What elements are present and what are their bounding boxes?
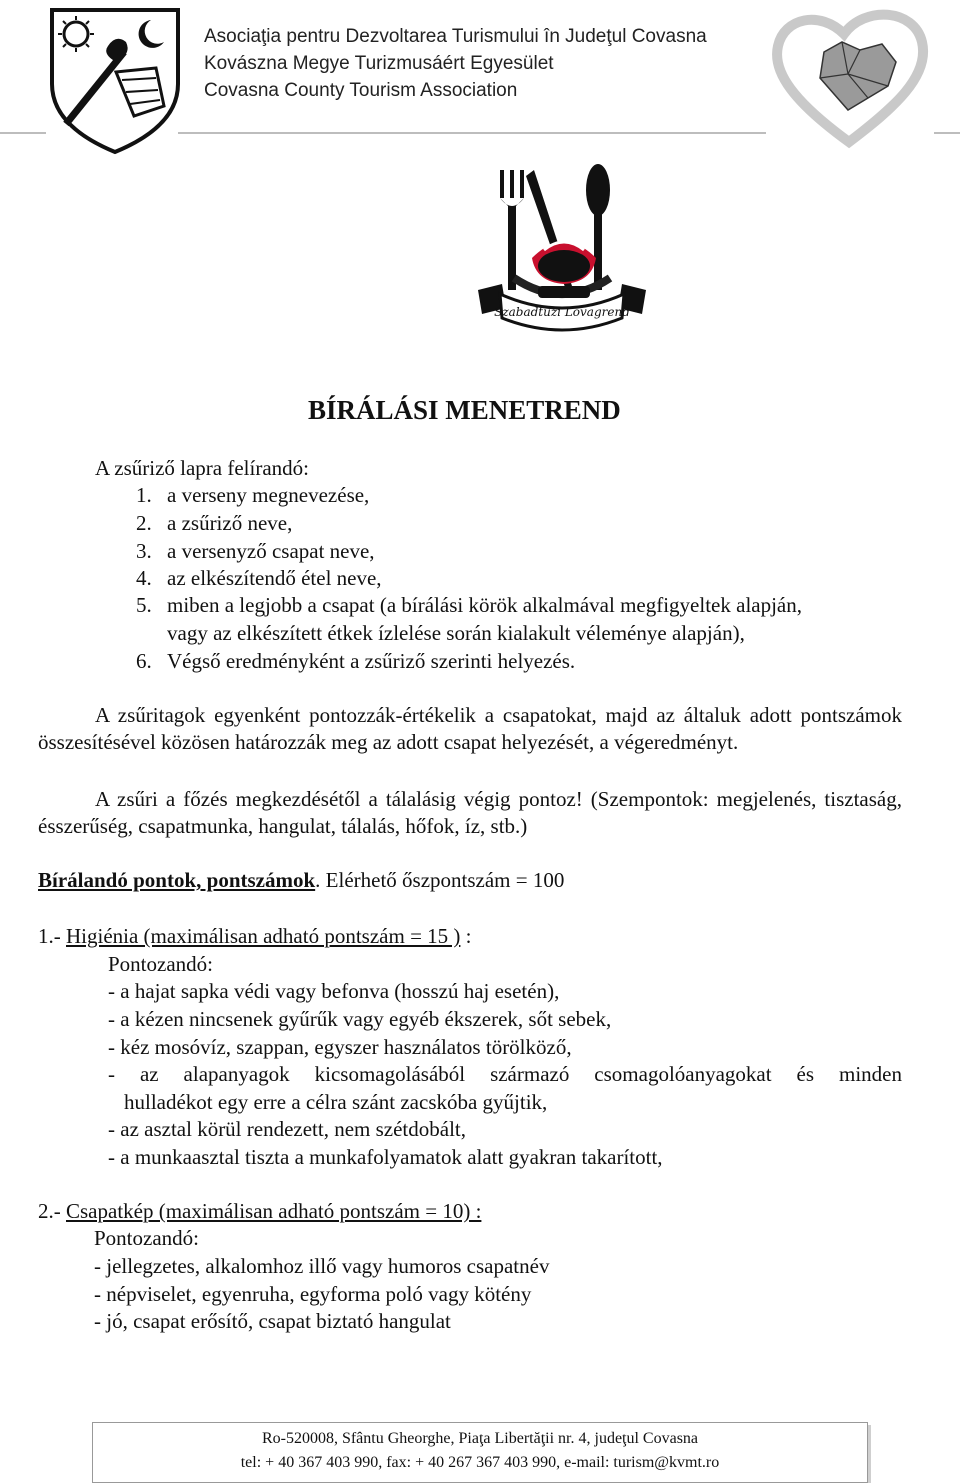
section-1-title: Higiénia (maximálisan adható pontszám = 15 ) [66, 924, 461, 948]
list-item: miben a legjobb a csapat (a bírálási körök alkalmával megfigyeltek alapján, [167, 593, 803, 617]
section-1-heading [38, 923, 472, 949]
points-heading: Bírálandó pontok, pontszámok [38, 868, 316, 892]
points-heading-line [38, 867, 564, 893]
section-2-label: Pontozandó: [94, 1226, 199, 1250]
header-rule-center [178, 132, 766, 134]
list-item: az elkészítendő étel neve, [167, 566, 382, 590]
points-total: . Elérhető őszpontszám = 100 [315, 868, 565, 892]
association-name-ro: Asociaţia pentru Dezvoltarea Turismului în Judeţul Covasna [204, 26, 707, 47]
header-rule-left [0, 132, 46, 134]
list-item-number: 2. [136, 511, 152, 535]
svg-text:Szabadtűzi Lovagrend: Szabadtűzi Lovagrend [494, 305, 630, 319]
list-item-number: 4. [136, 566, 152, 590]
section-1-item: - a munkaasztal tiszta a munkafolyamatok alatt gyakran takarított, [108, 1145, 663, 1169]
list-item: a verseny megnevezése, [167, 483, 370, 507]
page-title: BÍRÁLÁSI MENETREND [308, 395, 621, 425]
association-name-hu: Kovászna Megye Turizmusáért Egyesület [204, 53, 554, 74]
footer-contact-box [92, 1422, 868, 1483]
coat-of-arms-logo [46, 6, 186, 156]
footer-address: Ro-520008, Sfântu Gheorghe, Piaţa Libertăţii nr. 4, judeţul Covasna [261, 1430, 699, 1447]
section-1-suffix: : [460, 924, 472, 948]
list-item-continuation: vagy az elkészített étkek ízlelése során kialakult véleménye alapján), [167, 621, 745, 645]
heart-map-logo [764, 2, 934, 150]
section-1-item: - kéz mosóvíz, szappan, egyszer használatos törölköző, [108, 1035, 572, 1059]
section-1-label: Pontozandó: [108, 952, 213, 976]
list-item: a zsűriző neve, [167, 511, 293, 535]
paragraph-jury-scoring: A zsűritagok egyenként pontozzák-értékelik a csapatokat, majd az általuk adott pontszámok összesítésével közösen határozzák meg az adott csapat helyezését, a végeredményt. [38, 703, 902, 754]
footer-contacts: tel: + 40 367 403 990, fax: + 40 267 367 403 990, e-mail: turism@kvmt.ro [240, 1454, 720, 1471]
section-2-item: - jó, csapat erősítő, csapat biztató hangulat [94, 1309, 451, 1333]
list-intro: A zsűriző lapra felírandó: [95, 456, 309, 480]
list-item-number: 1. [136, 483, 152, 507]
section-2-heading [38, 1198, 481, 1224]
association-name-en: Covasna County Tourism Association [204, 80, 518, 101]
header-rule-right [934, 132, 960, 134]
paragraph-jury-criteria: A zsűri a főzés megkezdésétől a tálalásig végig pontoz! (Szempontok: megjelenés, tisztaság, ésszerűség, csapatmunka, hangulat, tálalás, hőfok, íz, stb.) [38, 787, 902, 838]
section-2-item: - népviselet, egyenruha, egyforma poló vagy kötény [94, 1282, 532, 1306]
section-1-item: - a kézen nincsenek gyűrűk vagy egyéb ékszerek, sőt sebek, [108, 1007, 612, 1031]
list-item-number: 5. [136, 593, 152, 617]
list-item-number: 6. [136, 649, 152, 673]
section-2-title: Csapatkép (maximálisan adható pontszám = 10) : [66, 1199, 482, 1223]
section-1-item: - az asztal körül rendezett, nem szétdobált, [108, 1117, 467, 1141]
section-2-number: 2.- [38, 1199, 61, 1223]
section-2-item: - jellegzetes, alkalomhoz illő vagy humoros csapatnév [94, 1254, 550, 1278]
list-item: Végső eredményként a zsűriző szerinti helyezés. [167, 649, 576, 673]
section-1-item: - a hajat sapka védi vagy befonva (hosszú haj esetén), [108, 979, 560, 1003]
list-item: a versenyző csapat neve, [167, 539, 375, 563]
section-1-item: - az alapanyagok kicsomagolásából származó csomagolóanyagokat és minden [108, 1062, 902, 1086]
section-1-item-continuation: hulladékot egy erre a célra szánt zacskóba gyűjtik, [124, 1090, 548, 1114]
list-item-number: 3. [136, 539, 152, 563]
knights-order-emblem [472, 154, 652, 340]
section-1-number: 1.- [38, 924, 61, 948]
